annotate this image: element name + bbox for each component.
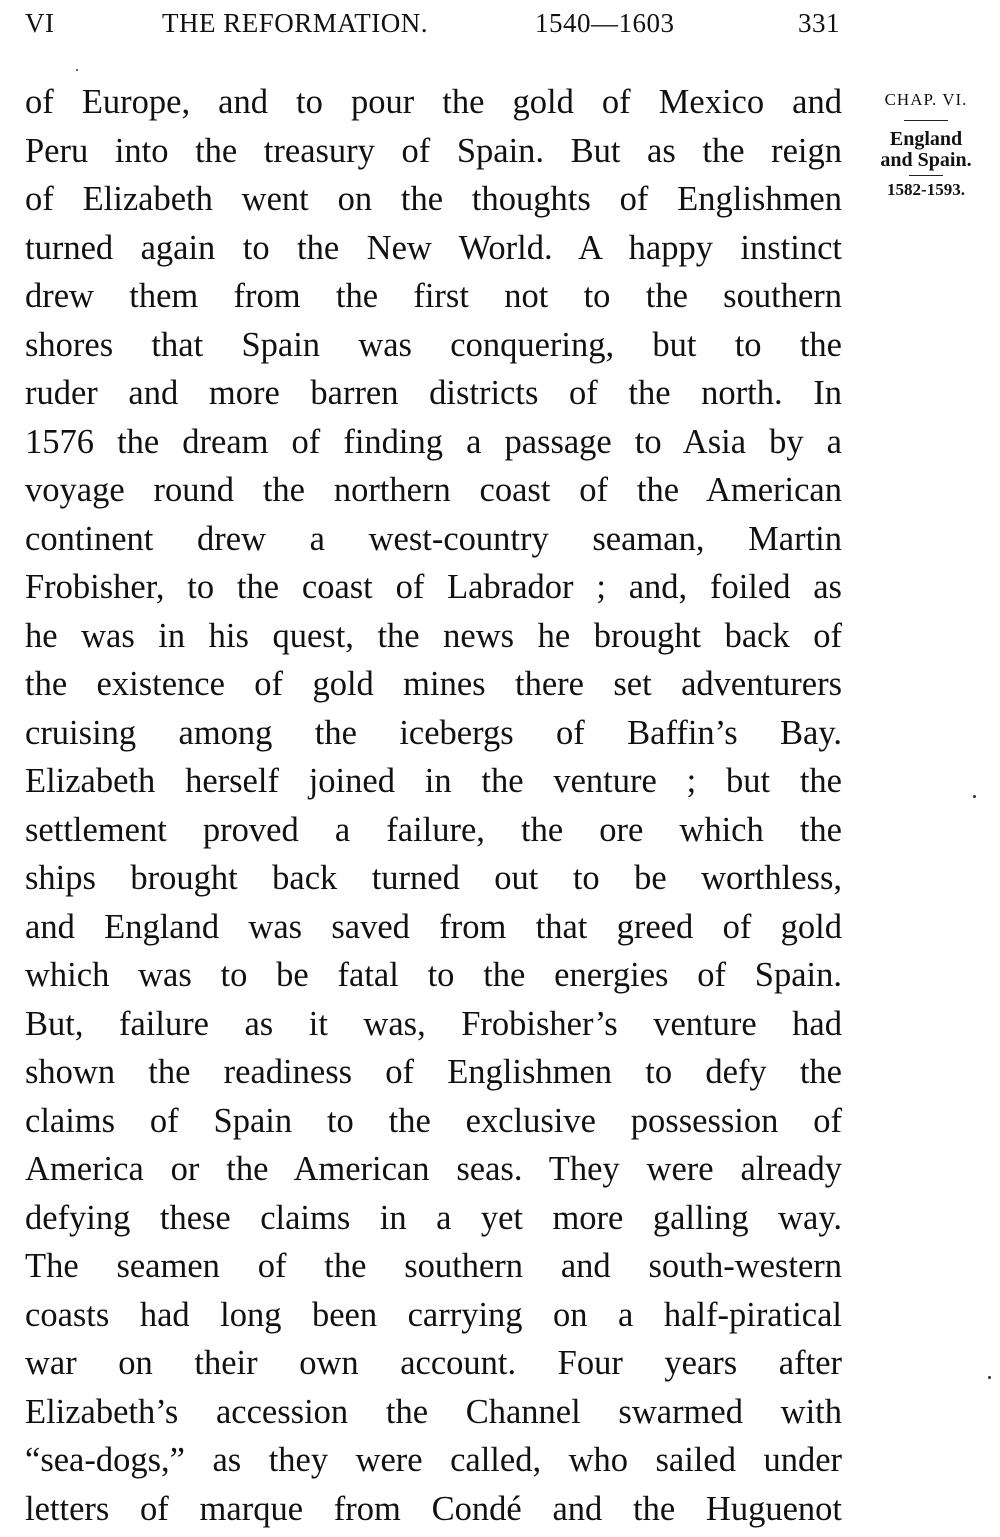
text-line: The seamen of the southern and south-western — [25, 1247, 842, 1285]
text-line: Frobisher, to the coast of Labrador ; and, foiled as — [25, 568, 842, 606]
text-line: America or the American seas. They were already — [25, 1150, 842, 1188]
margin-note-years: 1582-1593. — [887, 180, 965, 199]
text-line: of Elizabeth went on the thoughts of Englishmen — [25, 180, 842, 218]
text-line: which was to be fatal to the energies of Spain. — [25, 956, 842, 994]
text-line: Elizabeth’s accession the Channel swarmed with — [25, 1392, 842, 1431]
print-speck — [973, 795, 976, 798]
text-line: Peru into the treasury of Spain. But as the reign — [25, 131, 842, 170]
text-line: “sea-dogs,” as they were called, who sailed under — [25, 1441, 842, 1479]
margin-note-rule — [909, 175, 943, 176]
margin-note-chapter: CHAP. VI. — [884, 90, 968, 109]
body-text — [25, 78, 842, 1533]
text-line: voyage round the northern coast of the American — [25, 471, 842, 509]
print-speck — [76, 69, 78, 71]
text-line: continent drew a west-country seaman, Martin — [25, 519, 842, 558]
page-number: 331 — [798, 8, 840, 38]
text-line: shown the readiness of Englishmen to defy the — [25, 1053, 842, 1091]
text-line: and England was saved from that greed of gold — [25, 907, 842, 946]
running-head-years: 1540—1603 — [535, 8, 675, 38]
text-line: Elizabeth herself joined in the venture ; but the — [25, 762, 842, 800]
margin-note — [862, 90, 990, 200]
text-line: shores that Spain was conquering, but to the — [25, 325, 842, 364]
running-head-chapter: VI — [25, 8, 55, 38]
margin-note-rule — [904, 120, 948, 121]
text-line: war on their own account. Four years after — [25, 1344, 842, 1382]
text-line: the existence of gold mines there set adventurers — [25, 665, 842, 703]
print-speck — [988, 1376, 991, 1379]
text-line: of Europe, and to pour the gold of Mexico and — [25, 83, 842, 121]
text-line: he was in his quest, the news he brought back of — [25, 616, 842, 655]
text-line: 1576 the dream of finding a passage to Asia by a — [25, 422, 842, 461]
running-head — [25, 8, 840, 42]
running-head-title: THE REFORMATION. — [162, 8, 429, 38]
text-line: letters of marque from Condé and the Huguenot — [25, 1489, 842, 1528]
text-line: But, failure as it was, Frobisher’s venture had — [25, 1004, 842, 1043]
margin-note-topic-line1: England — [889, 128, 963, 150]
text-line: coasts had long been carrying on a half-piratical — [25, 1295, 842, 1334]
text-line: drew them from the first not to the southern — [25, 277, 842, 315]
text-line: claims of Spain to the exclusive possession of — [25, 1101, 842, 1140]
text-line: cruising among the icebergs of Baffin’s Bay. — [25, 713, 842, 752]
text-line: defying these claims in a yet more galling way. — [25, 1198, 842, 1237]
text-line: turned again to the New World. A happy instinct — [25, 228, 842, 267]
margin-note-topic-line2: and Spain. — [880, 149, 972, 171]
text-line: ships brought back turned out to be worthless, — [25, 859, 842, 897]
text-line: settlement proved a failure, the ore which the — [25, 810, 842, 849]
text-line: ruder and more barren districts of the north. In — [25, 374, 842, 412]
